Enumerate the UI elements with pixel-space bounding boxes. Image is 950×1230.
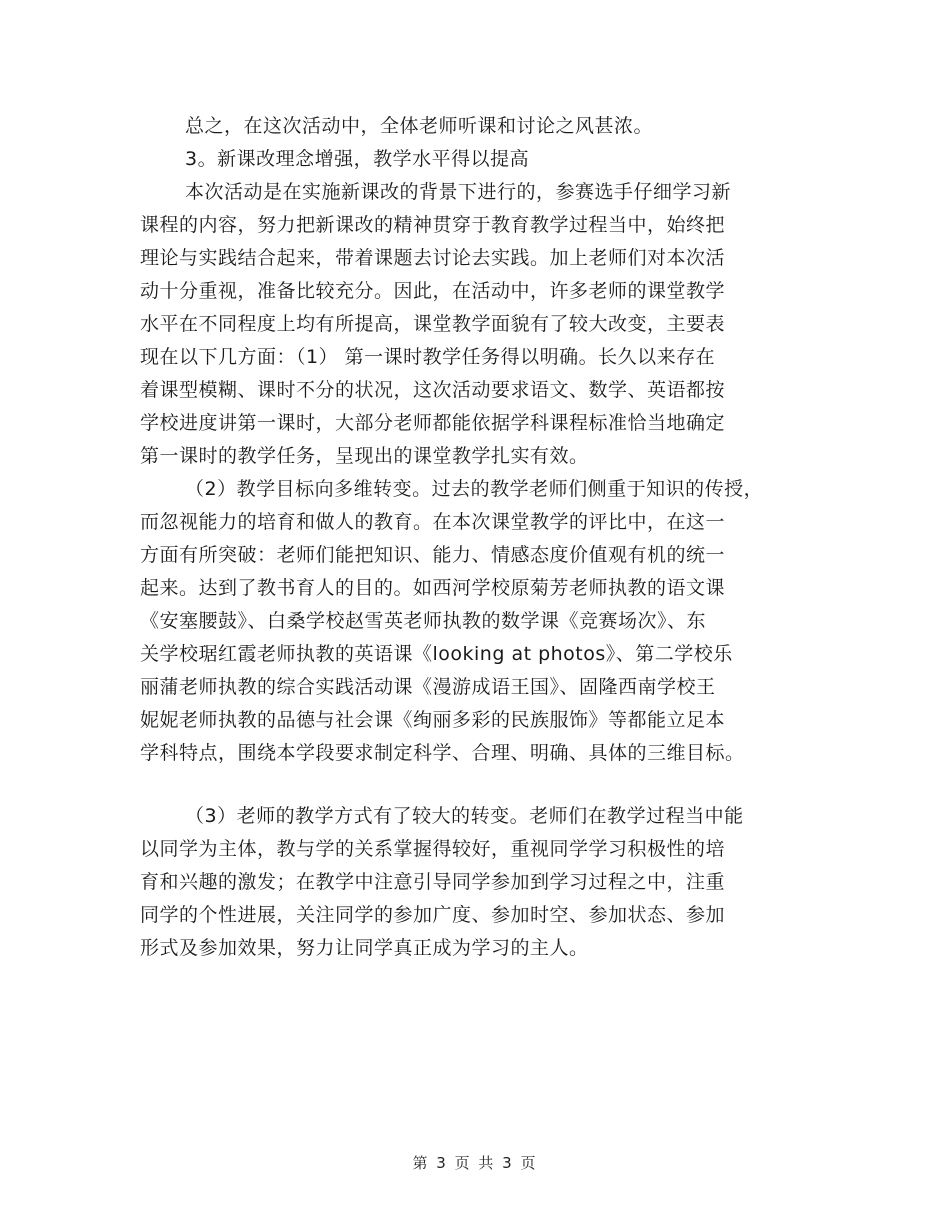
paragraph-line: （2）教学目标向多维转变。过去的教学老师们侧重于知识的传授， [185, 478, 764, 500]
paragraph-line: 丽蒲老师执教的综合实践活动课《漫游成语王国》、固隆西南学校王 [140, 676, 716, 698]
paragraph-line: 关学校琚红霞老师执教的英语课《looking at photos》、第二学校乐 [140, 643, 733, 665]
paragraph-line: 育和兴趣的激发；在教学中注意引导同学参加到学习过程之中，注重 [140, 871, 726, 893]
paragraph-line: 学校进度讲第一课时，大部分老师都能依据学科课程标准恰当地确定 [140, 412, 726, 434]
paragraph-spacer [140, 770, 830, 800]
paragraph-line: 现在以下几方面：（1） 第一课时教学任务得以明确。长久以来存在 [140, 346, 716, 368]
paragraph-line: 学科特点，围绕本学段要求制定科学、合理、明确、具体的三维目标。 [140, 742, 745, 764]
section-heading: 3。新课改理念增强，教学水平得以提高 [185, 148, 530, 170]
paragraph-line: 着课型模糊、课时不分的状况，这次活动要求语文、数学、英语都按 [140, 379, 726, 401]
page-number: 第 3 页 共 3 页 [412, 1154, 538, 1172]
paragraph-line: 而忽视能力的培育和做人的教育。在本次课堂教学的评比中，在这一 [140, 511, 726, 533]
paragraph-line: 课程的内容，努力把新课改的精神贯穿于教育教学过程当中，始终把 [140, 214, 726, 236]
paragraph-line: 起来。达到了教书育人的目的。如西河学校原菊芳老师执教的语文课 [140, 577, 726, 599]
document-body [140, 110, 830, 965]
paragraph-line: 方面有所突破：老师们能把知识、能力、情感态度价值观有机的统一 [140, 544, 726, 566]
paragraph-line: 《安塞腰鼓》、白桑学校赵雪英老师执教的数学课《竞赛场次》、东 [140, 610, 707, 632]
paragraph-line: 水平在不同程度上均有所提高，课堂教学面貌有了较大改变，主要表 [140, 313, 726, 335]
paragraph-line: 同学的个性进展，关注同学的参加广度、参加时空、参加状态、参加 [140, 904, 726, 926]
paragraph-line: 妮妮老师执教的品德与社会课《绚丽多彩的民族服饰》等都能立足本 [140, 709, 726, 731]
paragraph-line: （3）老师的教学方式有了较大的转变。老师们在教学过程当中能 [185, 805, 744, 827]
paragraph-line: 形式及参加效果，努力让同学真正成为学习的主人。 [140, 937, 589, 959]
paragraph-line: 动十分重视，准备比较充分。因此，在活动中，许多老师的课堂教学 [140, 280, 726, 302]
paragraph-line: 理论与实践结合起来，带着课题去讨论去实践。加上老师们对本次活 [140, 247, 726, 269]
paragraph-line: 以同学为主体，教与学的关系掌握得较好，重视同学学习积极性的培 [140, 838, 726, 860]
paragraph-line: 总之，在这次活动中，全体老师听课和讨论之风甚浓。 [185, 115, 654, 137]
paragraph-line: 本次活动是在实施新课改的背景下进行的，参赛选手仔细学习新 [185, 181, 732, 203]
paragraph-line: 第一课时的教学任务，呈现出的课堂教学扎实有效。 [140, 445, 589, 467]
